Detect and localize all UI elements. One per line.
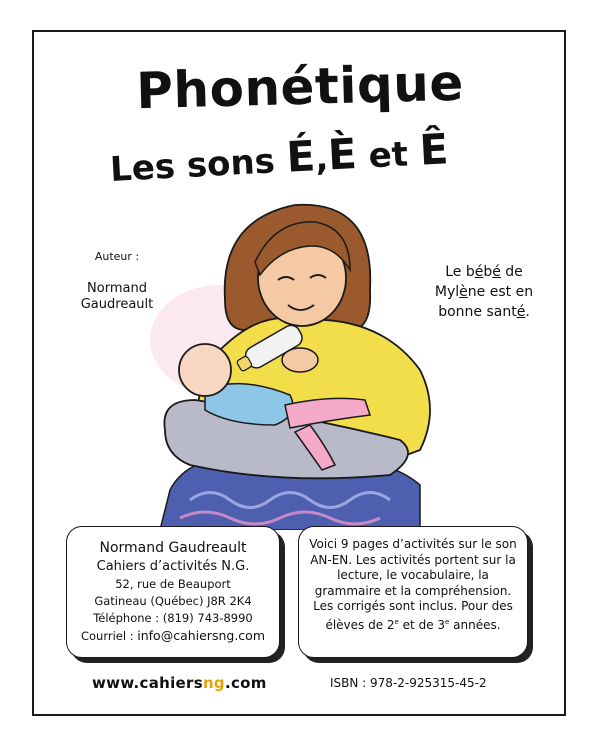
caption-part: ne est en <box>467 284 534 300</box>
author-name-first: Normand <box>87 281 147 296</box>
caption-part: bonne sant <box>438 304 517 320</box>
author-label: Auteur : <box>94 250 140 263</box>
subtitle-prefix: Les sons <box>109 140 288 190</box>
isbn: ISBN : 978-2-925315-45-2 <box>330 676 487 690</box>
email-link[interactable]: info@cahiersng.com <box>137 628 265 643</box>
caption-part: . <box>525 304 530 320</box>
description-text: années. <box>449 617 501 632</box>
publisher-phone: Téléphone : (819) 743-8990 <box>93 611 253 625</box>
description-box <box>298 526 528 658</box>
publisher-company: Cahiers d’activités N.G. <box>96 559 250 574</box>
description-text: Voici 9 pages d’activités sur le son AN-EN. Les activités portent sur la lecture, le vocabulaire, la grammaire et la compréhension. Les corrigés sont inclus. Pour des élèves de 2 <box>309 537 517 632</box>
subtitle-letter-e-grave: È <box>326 129 358 180</box>
caption-underlined-vowel: é <box>474 264 484 280</box>
author-name-last: Gaudreault <box>80 297 154 312</box>
mother-hand <box>282 348 318 372</box>
baby-head <box>179 344 231 396</box>
caption-part: Le <box>445 264 466 280</box>
publisher-street: 52, rue de Beauport <box>115 577 231 591</box>
activity-description <box>299 537 527 633</box>
email-label: Courriel : <box>80 629 138 643</box>
publisher-city: Gatineau (Québec) J8R 2K4 <box>94 594 252 608</box>
superscript: e <box>445 617 450 626</box>
subtitle-letter-e-circumflex: Ê <box>418 124 450 175</box>
caption-underlined-vowel: è <box>459 284 468 300</box>
subtitle-and: et <box>355 133 421 178</box>
url-part-accent: ng <box>202 674 225 692</box>
superscript: e <box>394 617 399 626</box>
publisher-info-box <box>66 526 280 658</box>
caption-part: de <box>500 264 523 280</box>
website-link[interactable] <box>92 674 267 692</box>
url-part: .com <box>224 674 267 692</box>
page-title: Phonétique <box>135 53 465 121</box>
url-part: www.cahiers <box>92 674 203 692</box>
caption-part: b <box>465 264 475 280</box>
subtitle-comma: , <box>314 138 330 180</box>
caption-underlined-vowel: é <box>516 304 526 320</box>
caption-underlined-vowel: é <box>492 264 501 280</box>
description-text: et de 3 <box>398 617 446 632</box>
mother-feeding-baby-illustration <box>150 200 440 530</box>
publisher-email-line <box>67 627 279 645</box>
caption-part: b <box>483 264 493 280</box>
subtitle-letter-e-acute: É <box>285 131 317 182</box>
caption-part: Myl <box>434 284 460 300</box>
publisher-name: Normand Gaudreault <box>99 540 247 556</box>
